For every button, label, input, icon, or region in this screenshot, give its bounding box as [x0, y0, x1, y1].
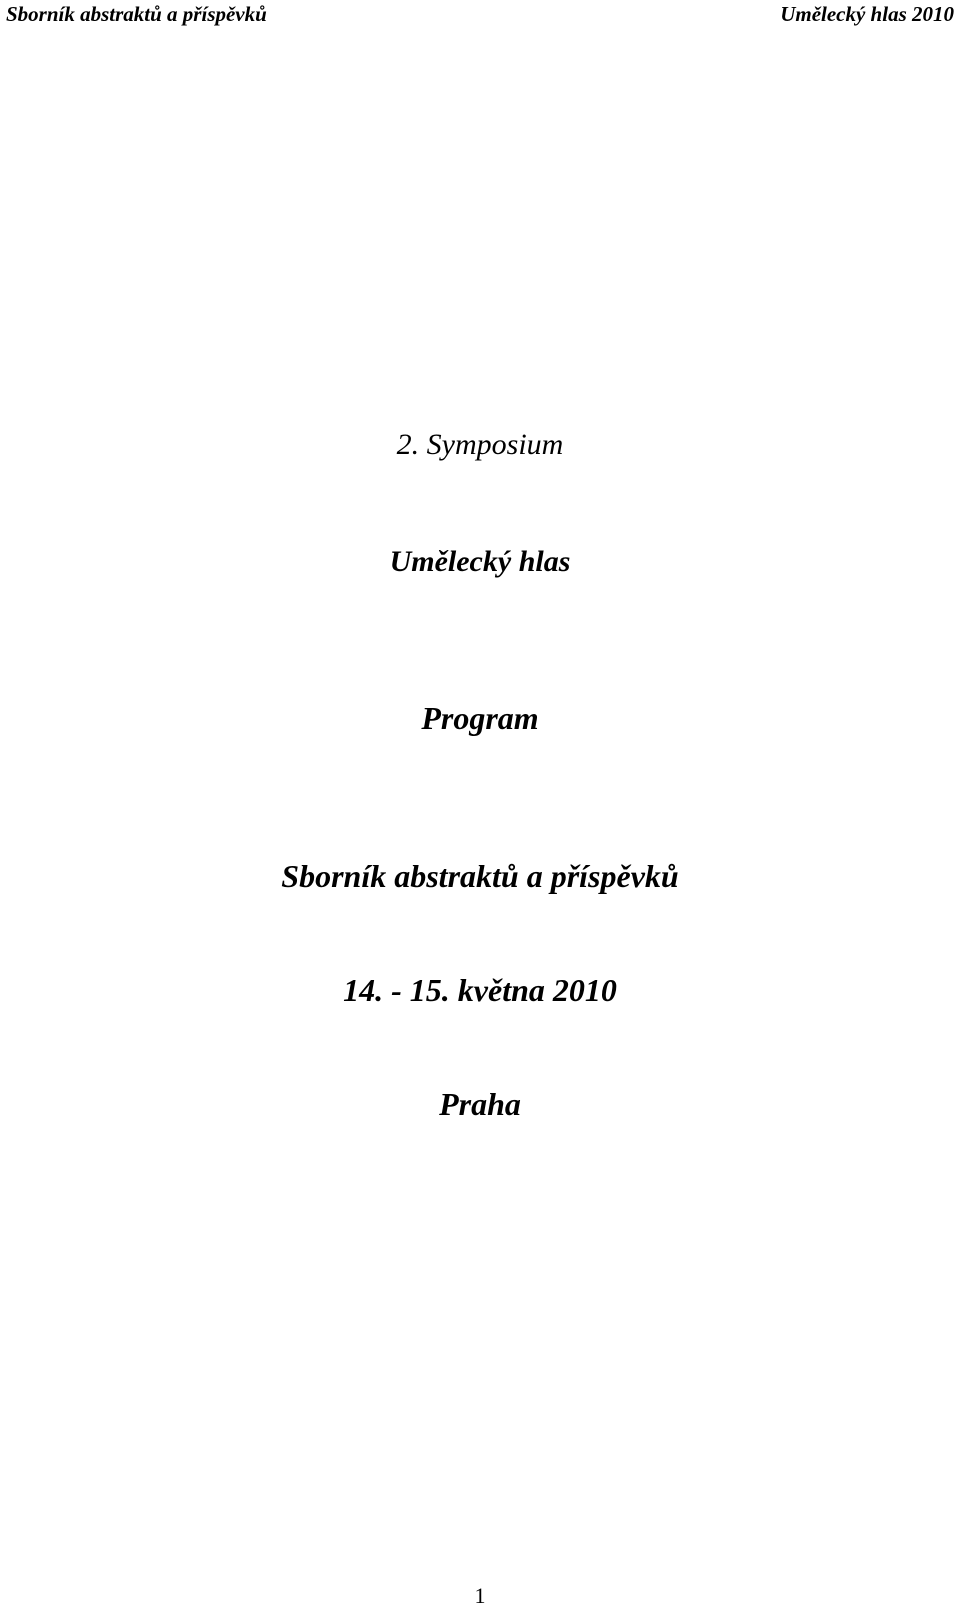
- symposium-title: 2. Symposium: [396, 428, 564, 461]
- event-dates: 14. - 15. května 2010: [343, 972, 617, 1008]
- header-right-title: Umělecký hlas 2010: [780, 2, 954, 26]
- header-left-title: Sborník abstraktů a příspěvků: [6, 2, 267, 26]
- running-header: [6, 0, 954, 34]
- proceedings-title: Sborník abstraktů a příspěvků: [281, 858, 679, 894]
- event-name: Umělecký hlas: [389, 545, 571, 578]
- event-city: Praha: [439, 1086, 521, 1122]
- program-heading: Program: [421, 700, 539, 736]
- page-number: 1: [474, 1583, 486, 1608]
